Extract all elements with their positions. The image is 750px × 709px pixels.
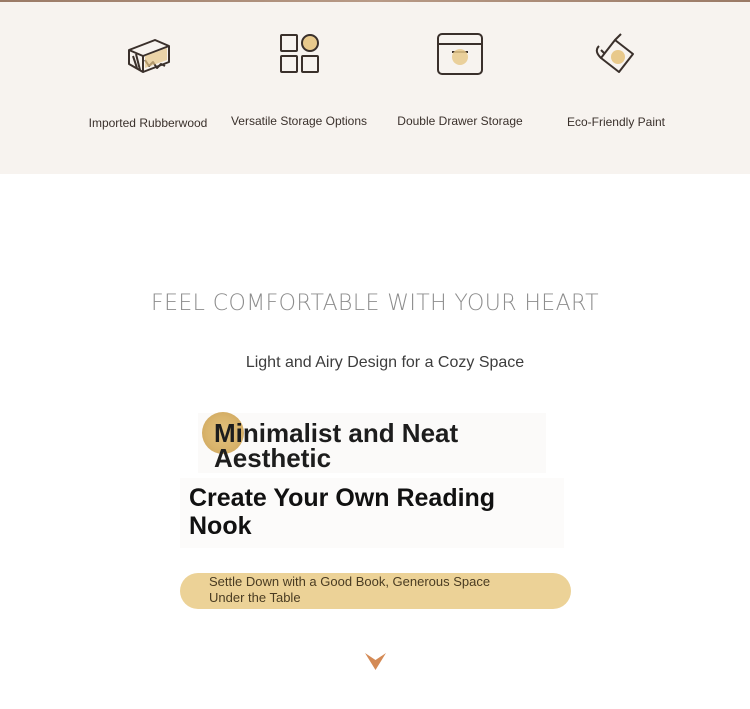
paint-bucket-icon	[591, 32, 641, 78]
feature-label-double-drawer: Double Drawer Storage	[397, 114, 523, 128]
drawer-box-icon	[435, 32, 485, 78]
feature-double-drawer	[380, 2, 540, 174]
caption-pill	[180, 573, 571, 609]
card-title-minimalist: Minimalist and Neat Aesthetic	[214, 418, 459, 473]
caption-pill-text: Settle Down with a Good Book, Generous Space Under the Table	[209, 574, 491, 605]
section-subheadline: Light and Airy Design for a Cozy Space	[245, 354, 525, 371]
feature-storage-options	[219, 2, 379, 174]
feature-rubberwood	[68, 2, 228, 174]
section-headline: FEEL COMFORTABLE WITH YOUR HEART	[151, 291, 599, 316]
grid-squares-icon	[274, 32, 324, 78]
feature-band	[0, 2, 750, 174]
wood-planks-icon	[123, 32, 173, 78]
feature-label-eco-paint: Eco-Friendly Paint	[566, 115, 666, 129]
feature-eco-paint	[536, 2, 696, 174]
card-title-reading-nook: Create Your Own Reading Nook	[189, 484, 496, 540]
chevron-down-icon[interactable]	[365, 651, 386, 670]
feature-label-rubberwood: Imported Rubberwood	[88, 116, 208, 130]
feature-label-storage-options: Versatile Storage Options	[230, 114, 368, 128]
